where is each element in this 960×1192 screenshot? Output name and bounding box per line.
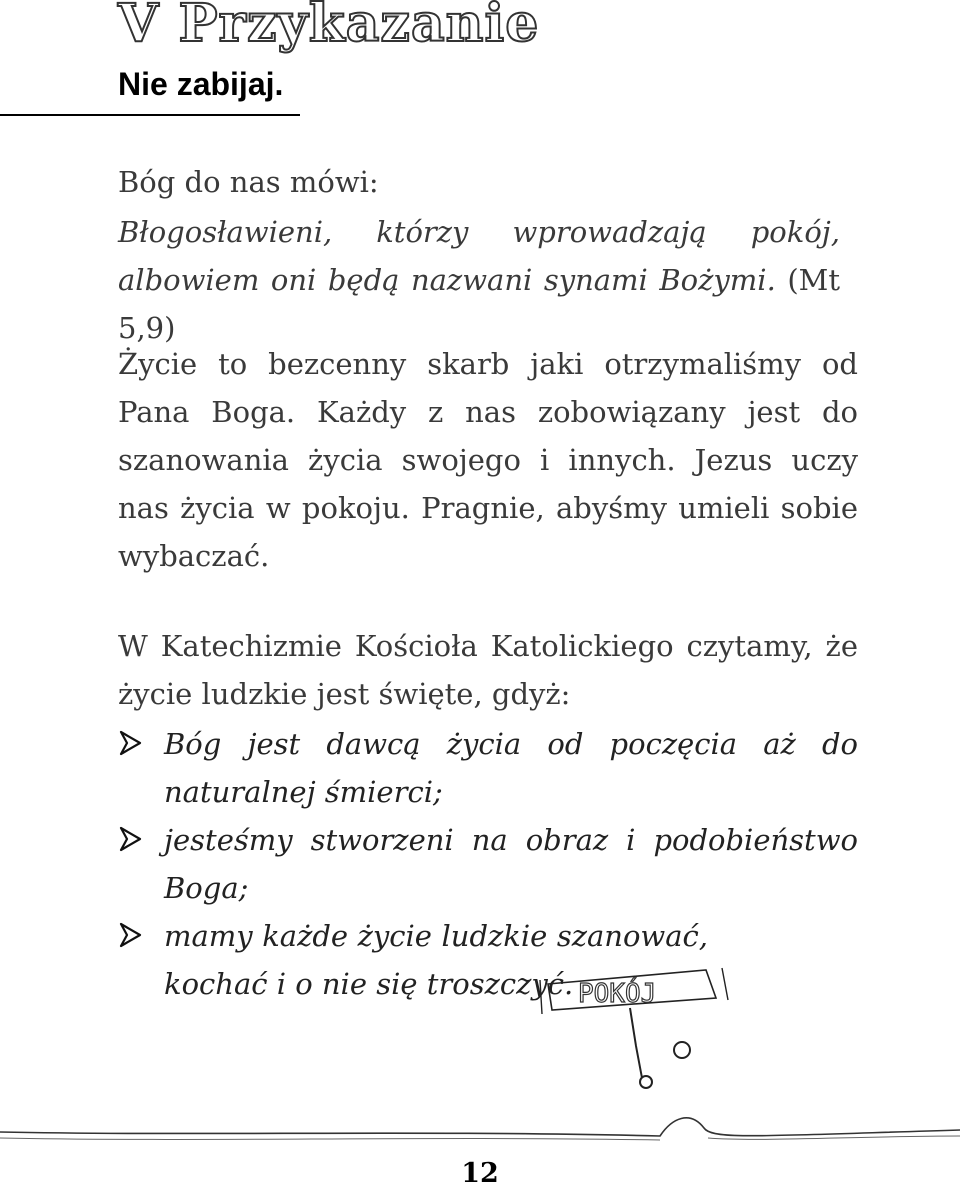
quote-intro: Bóg do nas mówi:	[118, 165, 379, 199]
page-number: 12	[461, 1158, 499, 1189]
quote-reference: (Mt 5,9)	[118, 263, 841, 345]
paragraph-life: Życie to bezcenny skarb jaki otrzymaliśmy od Pana Boga. Każdy z nas zobowiązany jest do szanowania życia swojego i innych. Jezus uczy nas życia w pokoju. Pragnie, abyśmy umieli sobie wybaczać.	[118, 347, 858, 573]
scripture-quote	[118, 208, 840, 352]
commandment-subtitle: Nie zabijaj.	[118, 66, 284, 102]
quote-text: Błogosławieni, którzy wprowadzają pokój, albowiem oni będą nazwani synami Bożymi.	[118, 215, 840, 297]
list-item-text: Bóg jest dawcą życia od poczęcia aż do naturalnej śmierci;	[164, 727, 858, 809]
list-item-text: mamy każde życie ludzkie szanować, kochać i o nie się troszczyć.	[164, 919, 708, 1001]
page-heading: V Przykazanie	[118, 0, 540, 54]
sign-text: POKÓJ	[578, 979, 657, 1009]
arrow-bullet-icon	[118, 728, 148, 758]
list-item-text: jesteśmy stworzeni na obraz i podobieństwo Boga;	[164, 823, 858, 905]
catechism-intro: W Katechizmie Kościoła Katolickiego czytamy, że życie ludzkie jest święte, gdyż:	[118, 629, 858, 711]
peace-sign-figure-drawing	[0, 950, 960, 1150]
heading-divider	[0, 114, 300, 116]
arrow-bullet-icon	[118, 824, 148, 854]
arrow-bullet-icon	[118, 920, 148, 950]
list-item	[118, 816, 858, 912]
list-item	[118, 720, 858, 816]
